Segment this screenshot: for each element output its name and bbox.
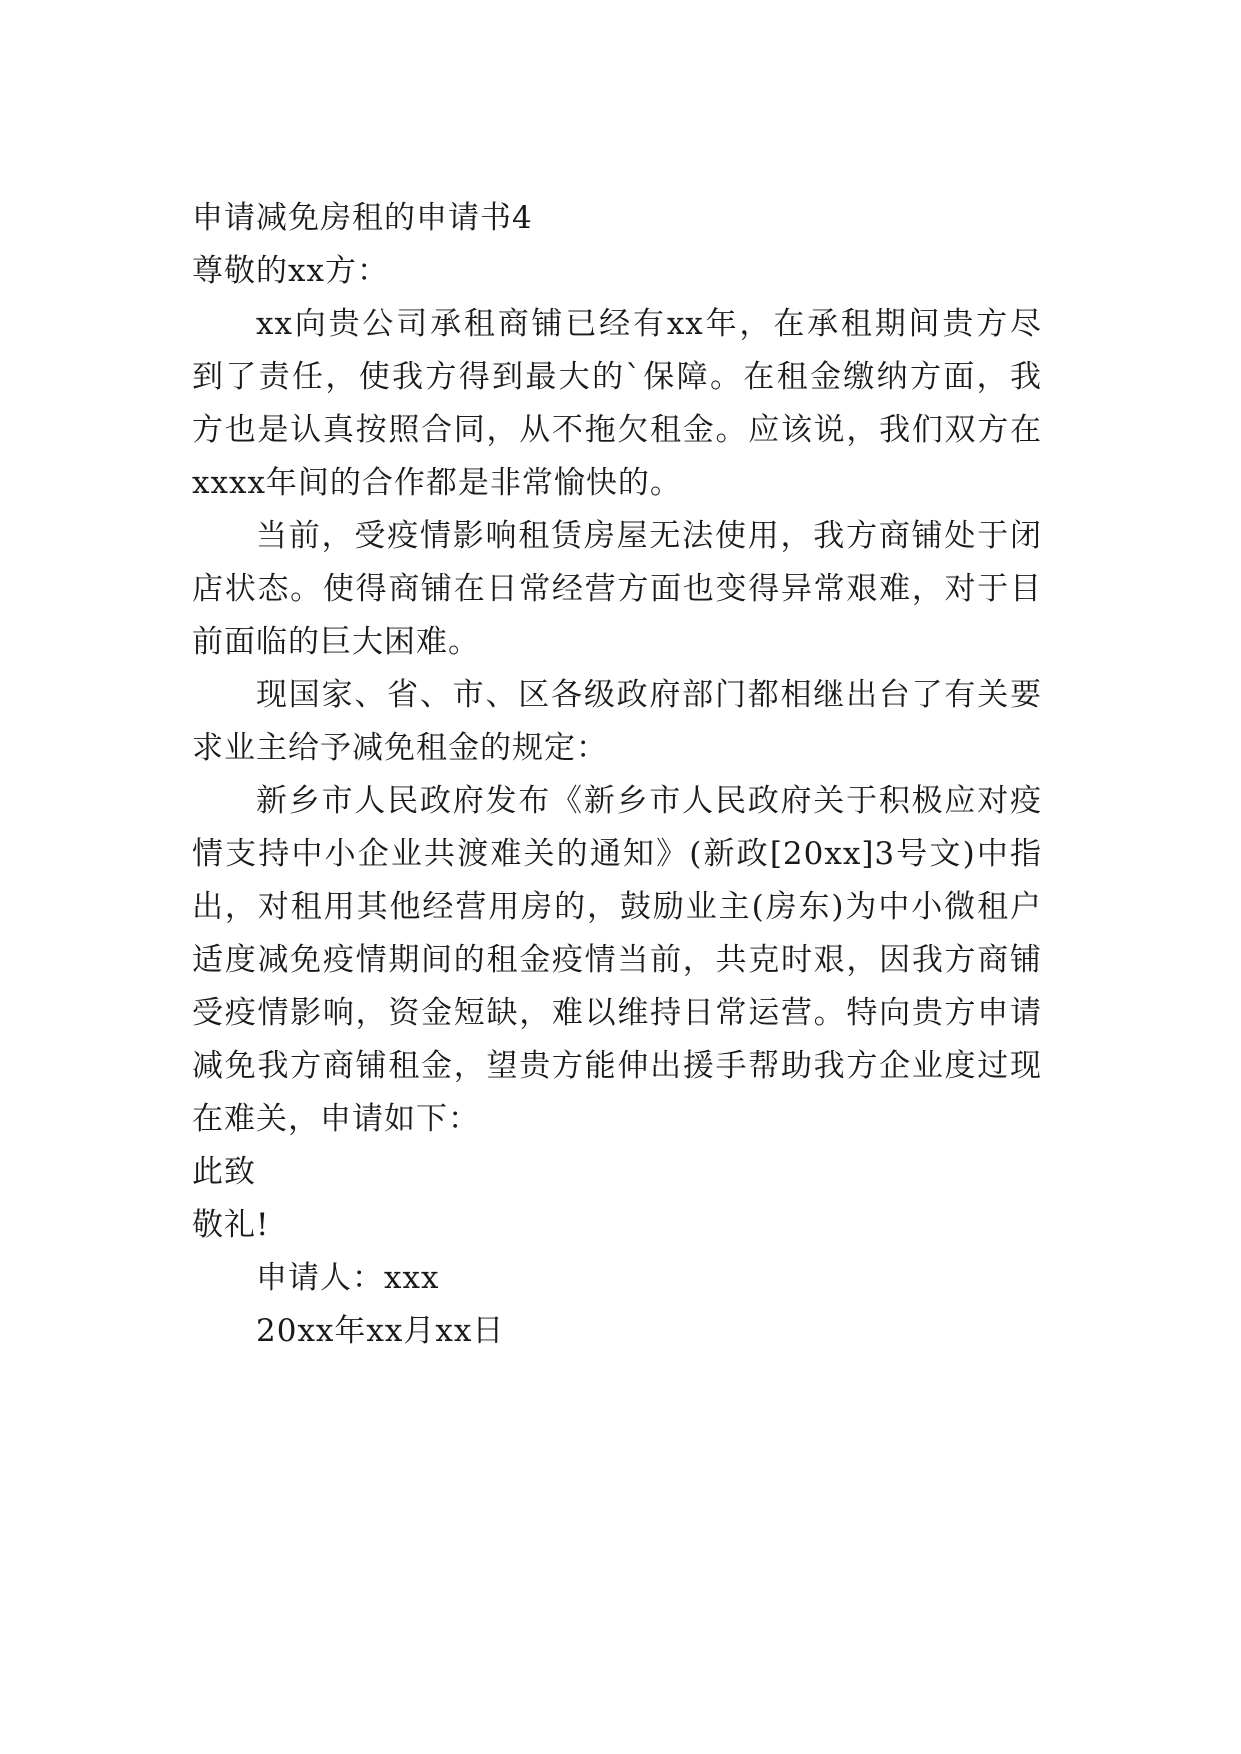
paragraph-2-line: 店状态。使得商铺在日常经营方面也变得异常艰难，对于目 xyxy=(192,571,1042,607)
document-title: 申请减免房租的申请书4 xyxy=(192,200,533,236)
paragraph-1-line: 方也是认真按照合同，从不拖欠租金。应该说，我们双方在 xyxy=(192,412,1042,448)
paragraph-4-line: 减免我方商铺租金，望贵方能伸出援手帮助我方企业度过现 xyxy=(192,1048,1042,1084)
paragraph-4-line: 出，对租用其他经营用房的，鼓励业主(房东)为中小微租户 xyxy=(192,889,1042,925)
paragraph-4-line: 在难关，申请如下： xyxy=(192,1101,480,1137)
paragraph-4-line: 情支持中小企业共渡难关的通知》(新政[20xx]3号文)中指 xyxy=(192,836,1042,872)
applicant-signature: 申请人：xxx xyxy=(256,1260,440,1296)
paragraph-3-line: 求业主给予减免租金的规定： xyxy=(192,730,608,766)
closing-line: 敬礼! xyxy=(192,1207,270,1243)
paragraph-4-line: 适度减免疫情期间的租金疫情当前，共克时艰，因我方商铺 xyxy=(192,942,1042,978)
paragraph-2-line: 前面临的巨大困难。 xyxy=(192,624,480,660)
paragraph-2-line: 当前，受疫情影响租赁房屋无法使用，我方商铺处于闭 xyxy=(256,518,1042,554)
paragraph-4-line: 新乡市人民政府发布《新乡市人民政府关于积极应对疫 xyxy=(256,783,1042,819)
closing-line: 此致 xyxy=(192,1154,256,1190)
application-date: 20xx年xx月xx日 xyxy=(256,1313,505,1349)
paragraph-3-line: 现国家、省、市、区各级政府部门都相继出台了有关要 xyxy=(256,677,1042,713)
paragraph-1-line: xx向贵公司承租商铺已经有xx年，在承租期间贵方尽 xyxy=(256,306,1042,342)
salutation: 尊敬的xx方： xyxy=(192,253,389,289)
paragraph-1-line: xxxx年间的合作都是非常愉快的。 xyxy=(192,465,682,501)
paragraph-1-line: 到了责任，使我方得到最大的`保障。在租金缴纳方面，我 xyxy=(192,359,1042,395)
paragraph-4-line: 受疫情影响，资金短缺，难以维持日常运营。特向贵方申请 xyxy=(192,995,1042,1031)
